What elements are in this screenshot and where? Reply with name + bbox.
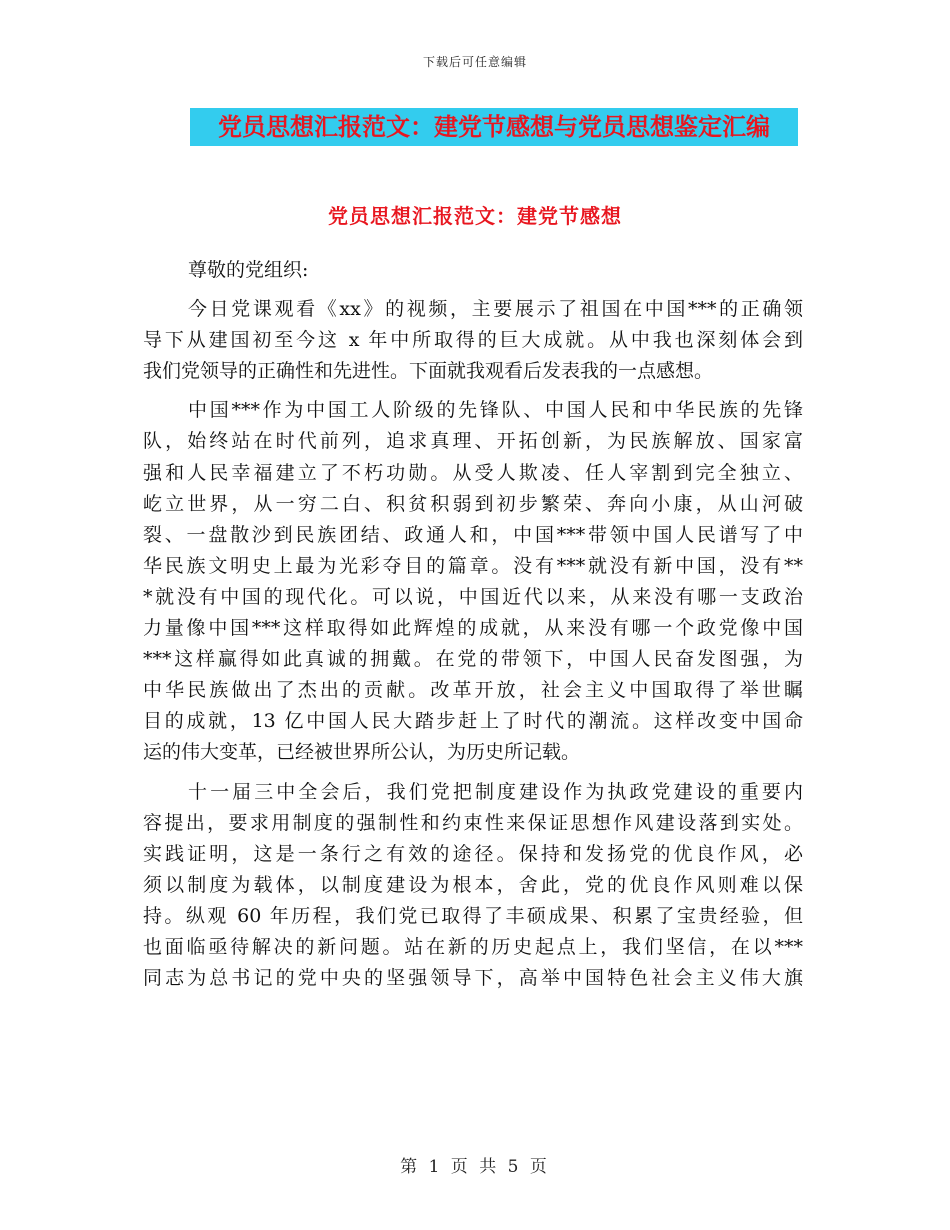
paragraph-3 xyxy=(143,777,803,995)
paragraph-line: *就没有中国的现代化。可以说，中国近代以来，从来没有哪一支政治 xyxy=(143,585,803,608)
salutation: 尊敬的党组织: xyxy=(188,259,309,281)
page-header-note: 下载后可任意编辑 xyxy=(422,55,527,69)
document-body xyxy=(143,221,803,994)
document-sub-title: 党员思想汇报范文：建党节感想 xyxy=(328,204,622,228)
paragraph-line: 同志为总书记的党中央的坚强领导下，高举中国特色社会主义伟大旗 xyxy=(143,967,803,990)
paragraph-line: 持。纵观 60 年历程，我们党已取得了丰硕成果、积累了宝贵经验，但 xyxy=(143,904,803,927)
paragraph-line: 也面临亟待解决的新问题。站在新的历史起点上，我们坚信，在以*** xyxy=(143,935,803,958)
paragraph-1 xyxy=(143,294,803,387)
paragraph-line: 中华民族做出了杰出的贡献。改革开放，社会主义中国取得了举世瞩 xyxy=(143,679,803,702)
paragraph-line: 队，始终站在时代前列，追求真理、开拓创新，为民族解放、国家富 xyxy=(143,430,803,453)
document-main-title: 党员思想汇报范文：建党节感想与党员思想鉴定汇编 xyxy=(190,108,798,146)
paragraph-line: 力量像中国***这样取得如此辉煌的成就，从来没有哪一个政党像中国 xyxy=(143,617,803,640)
paragraph-line: 今日党课观看《xx》的视频，主要展示了祖国在中国***的正确领 xyxy=(188,298,803,321)
paragraph-line: 裂、一盘散沙到民族团结、政通人和，中国***带领中国人民谱写了中 xyxy=(143,523,803,546)
paragraph-line: 目的成就，13 亿中国人民大踏步赶上了时代的潮流。这样改变中国命 xyxy=(143,710,803,733)
paragraph-line: 十一届三中全会后，我们党把制度建设作为执政党建设的重要内 xyxy=(188,780,803,803)
paragraph-2 xyxy=(143,395,803,768)
paragraph-line: 导下从建国初至今这 x 年中所取得的巨大成就。从中我也深刻体会到 xyxy=(143,329,803,352)
paragraph-line: 我们党领导的正确性和先进性。下面就我观看后发表我的一点感想。 xyxy=(143,360,714,383)
paragraph-line: 容提出，要求用制度的强制性和约束性来保证思想作风建设落到实处。 xyxy=(143,811,803,834)
paragraph-line: 强和人民幸福建立了不朽功勋。从受人欺凌、任人宰割到完全独立、 xyxy=(143,461,803,484)
paragraph-line: 须以制度为载体，以制度建设为根本，舍此，党的优良作风则难以保 xyxy=(143,873,803,896)
paragraph-line: 华民族文明史上最为光彩夺目的篇章。没有***就没有新中国，没有** xyxy=(143,554,803,577)
paragraph-line: 中国***作为中国工人阶级的先锋队、中国人民和中华民族的先锋 xyxy=(188,399,803,422)
paragraph-line: 实践证明，这是一条行之有效的途径。保持和发扬党的优良作风，必 xyxy=(143,842,803,865)
paragraph-line: 屹立世界，从一穷二白、积贫积弱到初步繁荣、奔向小康，从山河破 xyxy=(143,492,803,515)
page-number-footer: 第 1 页 共 5 页 xyxy=(400,1157,550,1177)
paragraph-line: 运的伟大变革，已经被世界所公认，为历史所记载。 xyxy=(143,741,581,764)
paragraph-line: ***这样赢得如此真诚的拥戴。在党的带领下，中国人民奋发图强，为 xyxy=(143,648,803,671)
